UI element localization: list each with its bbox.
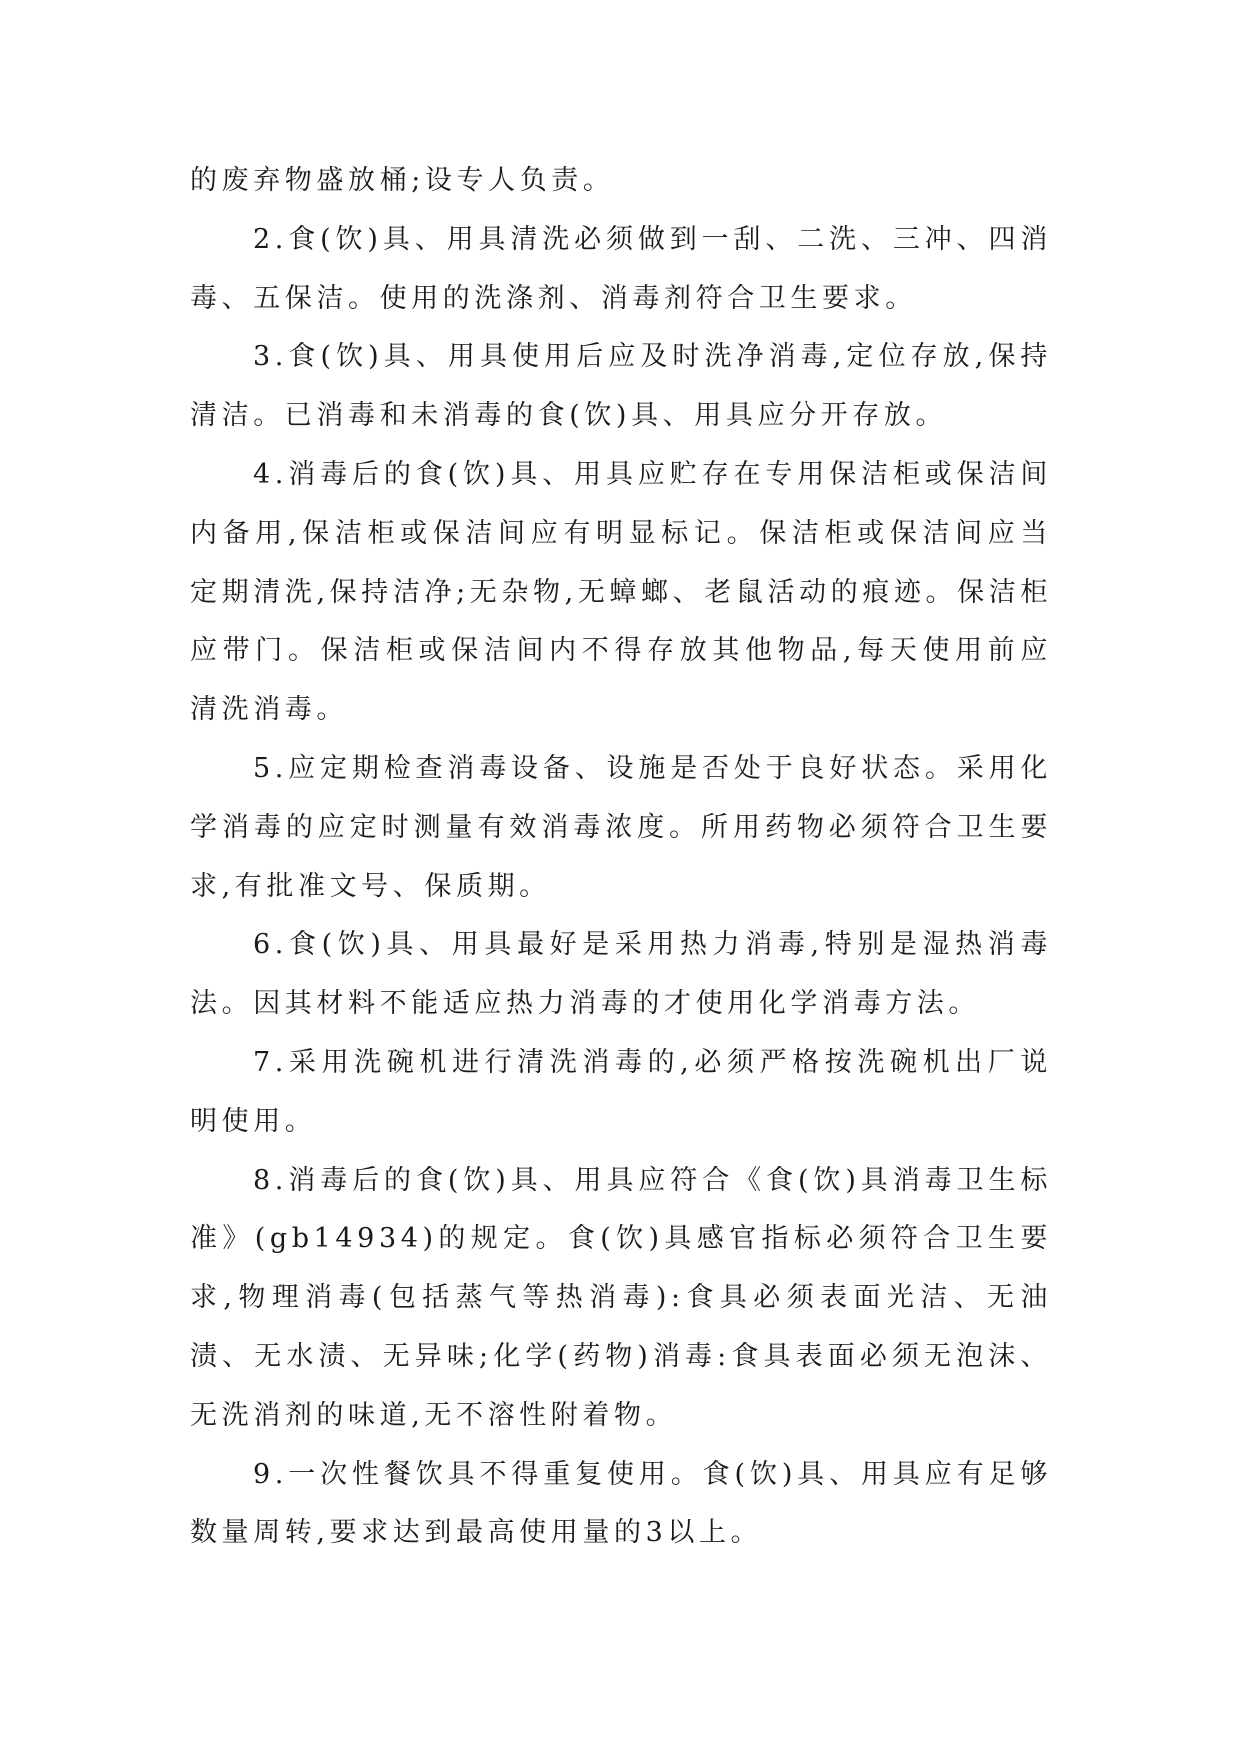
paragraph-item-9: 9.一次性餐饮具不得重复使用。食(饮)具、用具应有足够数量周转,要求达到最高使用量的3以上。 bbox=[190, 1458, 1052, 1549]
paragraph-item-4: 4.消毒后的食(饮)具、用具应贮存在专用保洁柜或保洁间内备用,保洁柜或保洁间应有明显标记。保洁柜或保洁间应当定期清洗,保持洁净;无杂物,无蟑螂、老鼠活动的痕迹。保洁柜应带门。保洁柜或保洁间内不得存放其他物品,每天使用前应清洗消毒。 bbox=[190, 458, 1052, 726]
paragraph-item-6: 6.食(饮)具、用具最好是采用热力消毒,特别是湿热消毒法。因其材料不能适应热力消毒的才使用化学消毒方法。 bbox=[190, 929, 1052, 1020]
paragraph-item-3: 3.食(饮)具、用具使用后应及时洗净消毒,定位存放,保持清洁。已消毒和未消毒的食(饮)具、用具应分开存放。 bbox=[190, 341, 1052, 432]
paragraph-item-5: 5.应定期检查消毒设备、设施是否处于良好状态。采用化学消毒的应定时测量有效消毒浓度。所用药物必须符合卫生要求,有批准文号、保质期。 bbox=[190, 752, 1052, 902]
document-body bbox=[190, 152, 1052, 1563]
paragraph-item-7: 7.采用洗碗机进行清洗消毒的,必须严格按洗碗机出厂说明使用。 bbox=[190, 1046, 1052, 1137]
paragraph-continuation: 的废弃物盛放桶;设专人负责。 bbox=[190, 165, 615, 196]
paragraph-item-2: 2.食(饮)具、用具清洗必须做到一刮、二洗、三冲、四消毒、五保洁。使用的洗涤剂、消毒剂符合卫生要求。 bbox=[190, 223, 1052, 314]
paragraph-item-8: 8.消毒后的食(饮)具、用具应符合《食(饮)具消毒卫生标准》(gb14934)的规定。食(饮)具感官指标必须符合卫生要求,物理消毒(包括蒸气等热消毒):食具必须表面光洁、无油渍、无水渍、无异味;化学(药物)消毒:食具表面必须无泡沫、无洗消剂的味道,无不溶性附着物。 bbox=[190, 1164, 1052, 1431]
